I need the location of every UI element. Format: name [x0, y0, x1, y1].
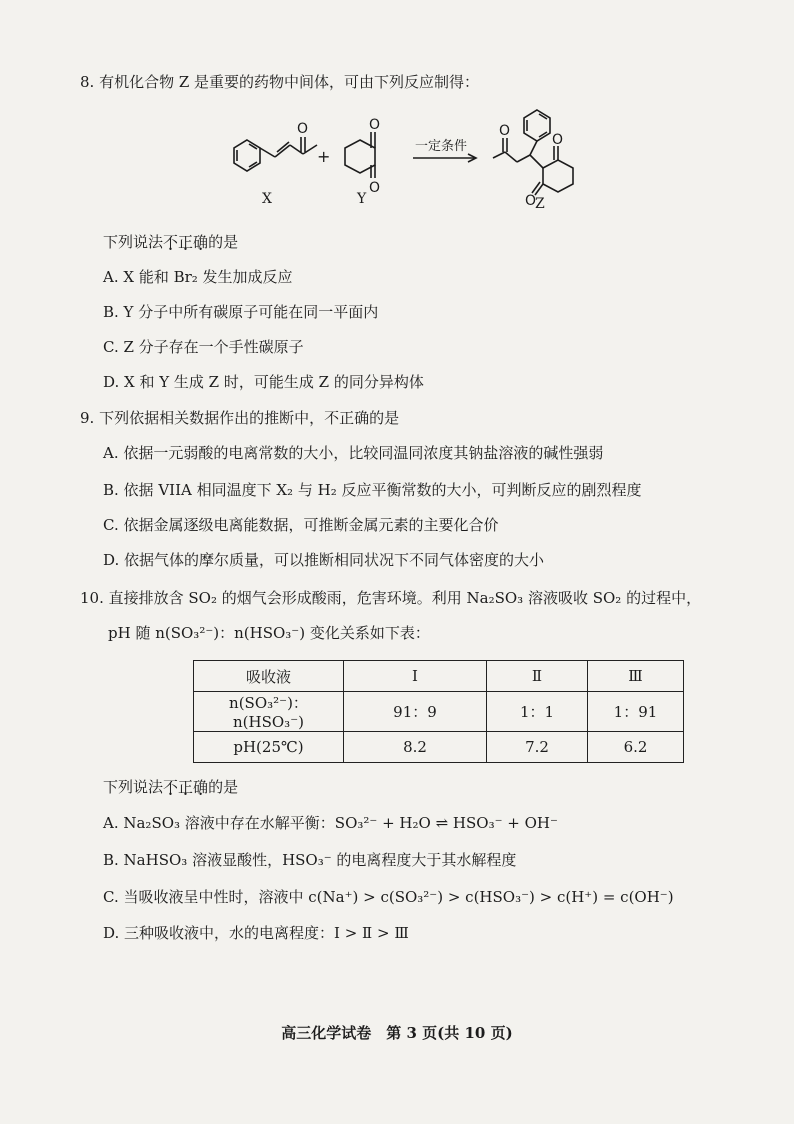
q8-option-d: D. X 和 Y 生成 Z 时，可能生成 Z 的同分异构体 [103, 373, 424, 391]
table-cell: 8.2 [344, 732, 487, 763]
emphasis-char: 不 [163, 778, 179, 796]
reaction-scheme [225, 100, 585, 220]
table-header: 吸收液 [194, 661, 344, 692]
table-cell: 7.2 [487, 732, 588, 763]
ph-table [193, 660, 684, 763]
q9-option-d: D. 依据气体的摩尔质量，可以推断相同状况下不同气体密度的大小 [103, 551, 545, 569]
y-oxygen-2: O [369, 180, 381, 196]
q8-option-c: C. Z 分子存在一个手性碳原子 [103, 338, 304, 356]
q9-stem: 9. 下列依据相关数据作出的推断中，不正确的是 [80, 409, 400, 427]
page-footer: 高三化学试卷 第 3 页(共 10 页) [281, 1024, 513, 1042]
z-oxygen-3: O [525, 193, 537, 209]
emphasis-char: 正 [178, 778, 194, 796]
emphasis-char: 不 [163, 233, 179, 251]
table-cell: n(SO₃²⁻)：n(HSO₃⁻) [194, 692, 344, 732]
z-oxygen-1: O [499, 123, 511, 139]
q10-option-b: B. NaHSO₃ 溶液显酸性，HSO₃⁻ 的电离程度大于其水解程度 [103, 851, 517, 869]
label-y: Y [357, 191, 367, 207]
table-cell: 1：1 [487, 692, 588, 732]
emphasis-char: 确 [193, 233, 209, 251]
q8-option-a: A. X 能和 Br₂ 发生加成反应 [103, 268, 293, 286]
q9-option-c: C. 依据金属逐级电离能数据，可推断金属元素的主要化合价 [103, 516, 499, 534]
table-header: Ⅱ [487, 661, 588, 692]
prompt-text: 的是 [208, 778, 239, 796]
q10-option-a: A. Na₂SO₃ 溶液中存在水解平衡：SO₃²⁻ + H₂O ⇌ HSO₃⁻ + OH⁻ [103, 814, 558, 832]
x-oxygen: O [297, 121, 309, 137]
q10-prompt [103, 777, 238, 797]
table-cell: 6.2 [588, 732, 684, 763]
prompt-text: 下列说法 [103, 233, 164, 251]
prompt-text: 的是 [208, 233, 239, 251]
table-header-row [194, 661, 684, 692]
table-row [194, 732, 684, 763]
prompt-text: 下列说法 [103, 778, 164, 796]
q8-prompt [103, 232, 238, 252]
q8-option-b: B. Y 分子中所有碳原子可能在同一平面内 [103, 303, 379, 321]
q8-stem: 8. 有机化合物 Z 是重要的药物中间体，可由下列反应制得： [80, 73, 480, 91]
q10-stem-1: 10. 直接排放含 SO₂ 的烟气会形成酸雨，危害环境。利用 Na₂SO₃ 溶液吸收 SO₂ 的过程中， [80, 589, 702, 607]
emphasis-char: 确 [193, 778, 209, 796]
molecule-x [234, 137, 317, 171]
table-cell: 91：9 [344, 692, 487, 732]
emphasis-char: 正 [178, 233, 194, 251]
table-cell: pH(25℃) [194, 732, 344, 763]
y-oxygen-1: O [369, 117, 381, 133]
reaction-condition: 一定条件 [415, 139, 468, 154]
table-row [194, 692, 684, 732]
q9-option-a: A. 依据一元弱酸的电离常数的大小，比较同温同浓度其钠盐溶液的碱性强弱 [103, 444, 604, 462]
label-z: Z [535, 196, 545, 212]
table-header: Ⅰ [344, 661, 487, 692]
q10-option-d: D. 三种吸收液中，水的电离程度：Ⅰ > Ⅱ > Ⅲ [103, 924, 409, 942]
plus-sign: + [317, 147, 331, 166]
table-header: Ⅲ [588, 661, 684, 692]
z-oxygen-2: O [552, 132, 564, 148]
q10-option-c: C. 当吸收液呈中性时，溶液中 c(Na⁺) > c(SO₃²⁻) > c(HSO₃⁻) > c(H⁺) = c(OH⁻) [103, 888, 674, 906]
table-cell: 1：91 [588, 692, 684, 732]
molecule-y [345, 132, 375, 178]
q9-option-b: B. 依据 VIIA 相同温度下 X₂ 与 H₂ 反应平衡常数的大小，可判断反应的剧烈程度 [103, 481, 642, 499]
q10-stem-2: pH 随 n(SO₃²⁻)：n(HSO₃⁻) 变化关系如下表： [108, 624, 430, 642]
label-x: X [262, 191, 272, 207]
